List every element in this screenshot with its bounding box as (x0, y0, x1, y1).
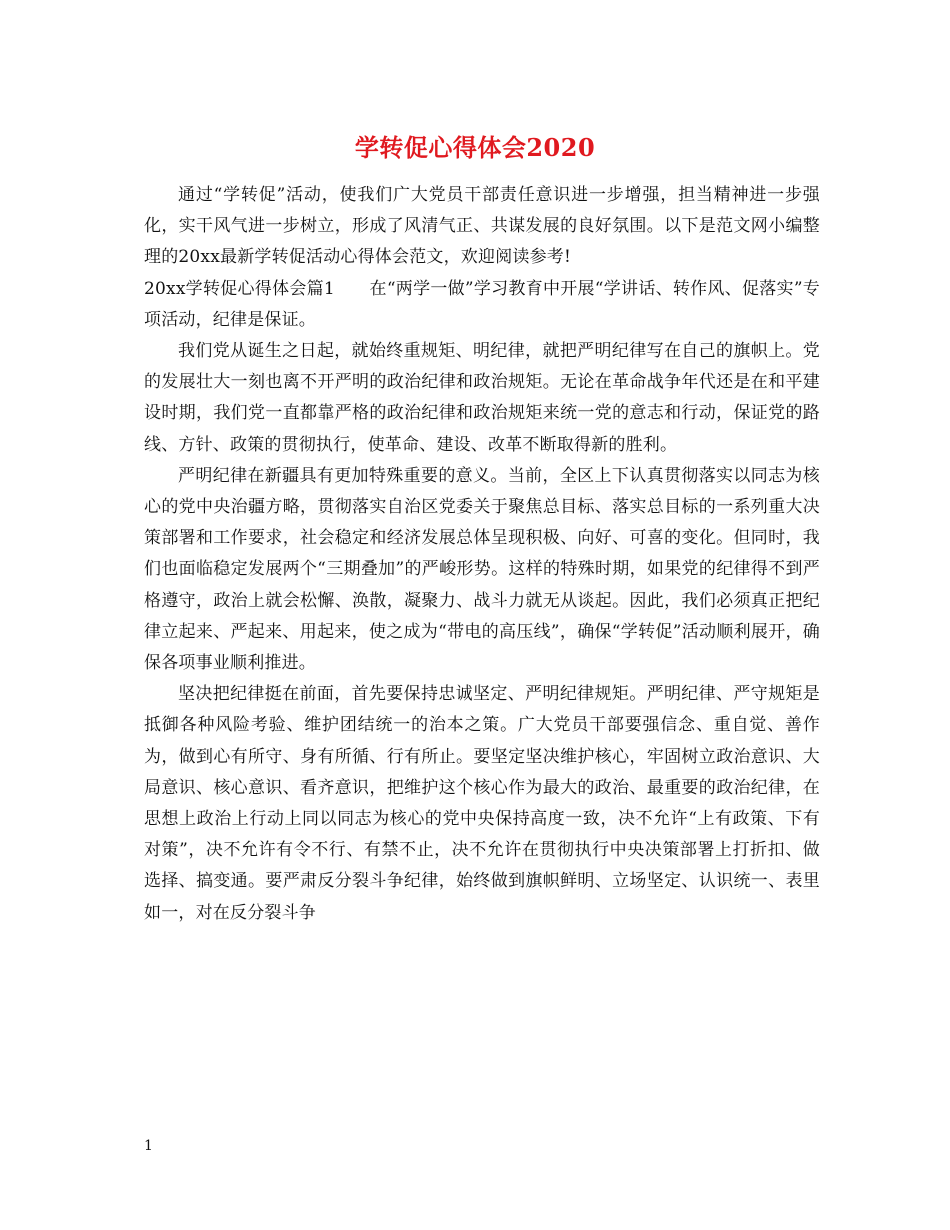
paragraph-xinjiang-significance: 严明纪律在新疆具有更加特殊重要的意义。当前，全区上下认真贯彻落实以同志为核心的党中央治疆方略，贯彻落实自治区党委关于聚焦总目标、落实总目标的一系列重大决策部署和工作要求，社会稳定和经济发展总体呈现积极、向好、可喜的变化。但同时，我们也面临稳定发展两个“三期叠加”的严峻形势。这样的特殊时期，如果党的纪律得不到严格遵守，政治上就会松懈、涣散，凝聚力、战斗力就无从谈起。因此，我们必须真正把纪律立起来、严起来、用起来，使之成为“带电的高压线”，确保“学转促”活动顺利展开，确保各项事业顺利推进。 (144, 465, 820, 674)
document-title: 学转促心得体会2020 (354, 133, 596, 162)
paragraph-discipline-history: 我们党从诞生之日起，就始终重规矩、明纪律，就把严明纪律写在自己的旗帜上。党的发展壮大一刻也离不开严明的政治纪律和政治规矩。无论在革命战争年代还是在和平建设时期，我们党一直都靠严格的政治纪律和政治规矩来统一党的意志和行动，保证党的路线、方针、政策的贯彻执行，使革命、建设、改革不断取得新的胜利。 (144, 341, 820, 455)
paragraph-intro: 通过“学转促”活动，使我们广大党员干部责任意识进一步增强，担当精神进一步强化，实干风气进一步树立，形成了风清气正、共谋发展的良好氛围。以下是范文网小编整理的20xx最新学转促活动心得体会范文，欢迎阅读参考! (144, 185, 820, 268)
paragraph-section-heading: 20xx学转促心得体会篇1 在“两学一做”学习教育中开展“学讲话、转作风、促落实”专项活动，纪律是保证。 (144, 278, 820, 330)
document-body (144, 180, 820, 929)
paragraph-discipline-first: 坚决把纪律挺在前面，首先要保持忠诚坚定、严明纪律规矩。严明纪律、严守规矩是抵御各种风险考验、维护团结统一的治本之策。广大党员干部要强信念、重自觉、善作为，做到心有所守、身有所循、行有所止。要坚定坚决维护核心，牢固树立政治意识、大局意识、核心意识、看齐意识，把维护这个核心作为最大的政治、最重要的政治纪律，在思想上政治上行动上同以同志为核心的党中央保持高度一致，决不允许“上有政策、下有对策”，决不允许有令不行、有禁不止，决不允许在贯彻执行中央决策部署上打折扣、做选择、搞变通。要严肃反分裂斗争纪律，始终做到旗帜鲜明、立场坚定、认识统一、表里如一，对在反分裂斗争 (144, 684, 820, 923)
page-number: 1 (144, 1138, 153, 1154)
